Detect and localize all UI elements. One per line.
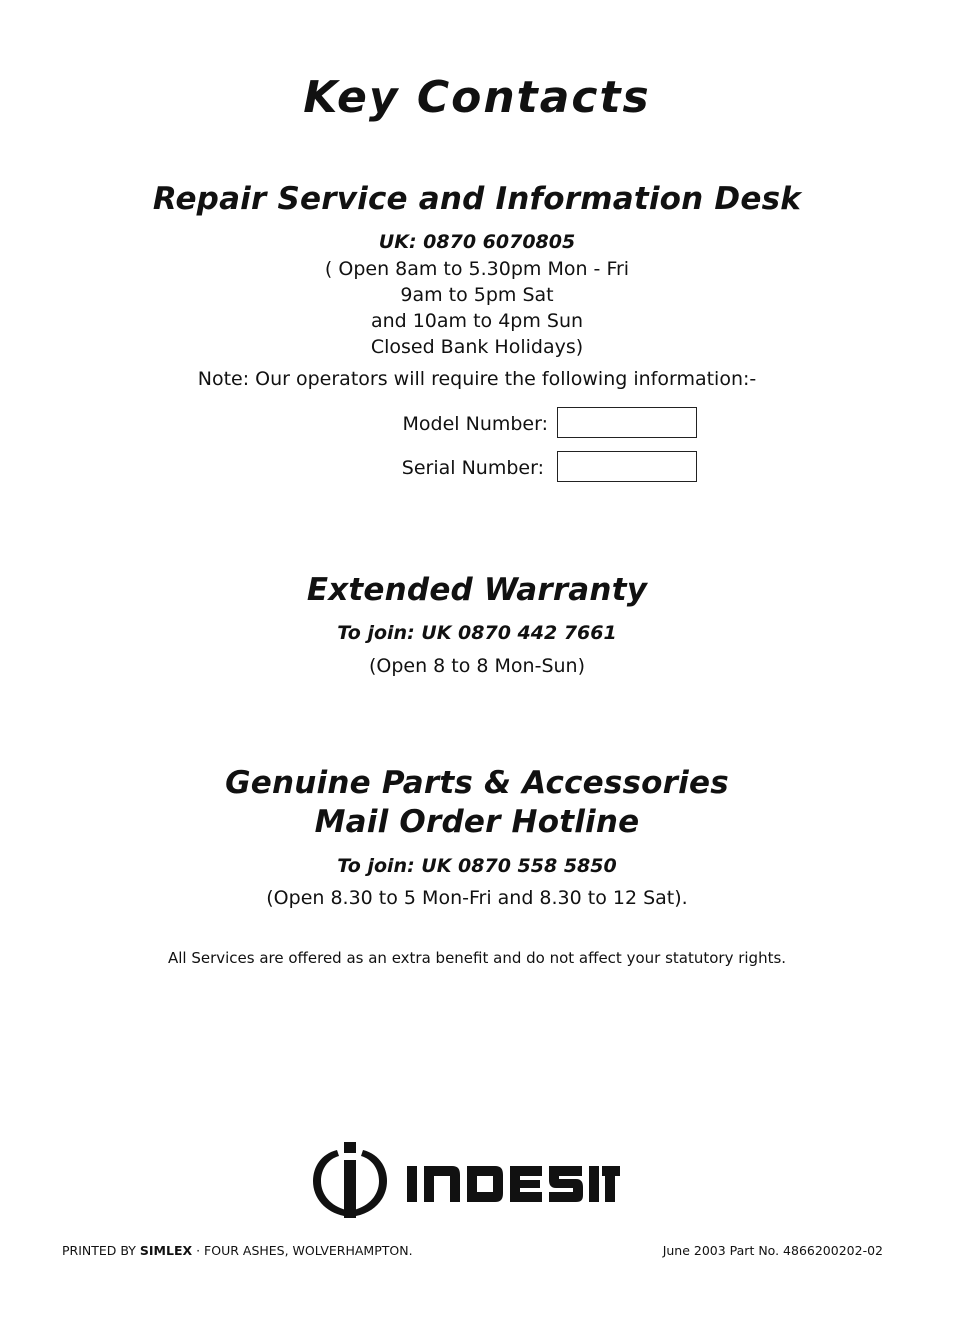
model-number-row <box>0 407 954 441</box>
footer-printer <box>62 1243 413 1259</box>
indesit-logo <box>310 1138 620 1222</box>
parts-heading-line-2: Mail Order Hotline <box>314 804 640 840</box>
warranty-heading: Extended Warranty <box>306 572 648 608</box>
indesit-logo-icon <box>313 1142 387 1218</box>
repair-hours-line-2: 9am to 5pm Sat <box>400 284 554 306</box>
warranty-phone: To join: UK 0870 442 7661 <box>337 622 617 644</box>
footer-printer-name: SIMLEX <box>139 1243 193 1258</box>
parts-phone: To join: UK 0870 558 5850 <box>337 855 617 877</box>
page-title: Key Contacts <box>303 72 651 123</box>
model-number-label: Model Number: <box>402 413 548 435</box>
operator-note: Note: Our operators will require the following information:- <box>197 368 757 390</box>
repair-heading: Repair Service and Information Desk <box>152 181 802 217</box>
footer-printed-by: PRINTED BY <box>62 1243 140 1258</box>
repair-hours-line-3: and 10am to 4pm Sun <box>370 310 584 332</box>
serial-number-label: Serial Number: <box>401 457 544 479</box>
repair-hours-line-1: ( Open 8am to 5.30pm Mon - Fri <box>324 258 630 280</box>
indesit-wordmark <box>407 1166 620 1202</box>
parts-heading-line-1: Genuine Parts & Accessories <box>225 765 729 801</box>
disclaimer: All Services are offered as an extra benefit and do not affect your statutory rights. <box>167 949 787 967</box>
serial-number-field[interactable] <box>557 451 697 482</box>
warranty-hours: (Open 8 to 8 Mon-Sun) <box>368 655 586 677</box>
parts-hours: (Open 8.30 to 5 Mon-Fri and 8.30 to 12 Sat). <box>266 887 688 909</box>
footer-date-part-number: June 2003 Part No. 4866200202-02 <box>662 1243 883 1258</box>
repair-hours-line-4: Closed Bank Holidays) <box>370 336 584 358</box>
serial-number-row <box>0 451 954 485</box>
model-number-field[interactable] <box>557 407 697 438</box>
footer-printer-location: · FOUR ASHES, WOLVERHAMPTON. <box>192 1243 413 1258</box>
repair-phone: UK: 0870 6070805 <box>378 231 576 253</box>
